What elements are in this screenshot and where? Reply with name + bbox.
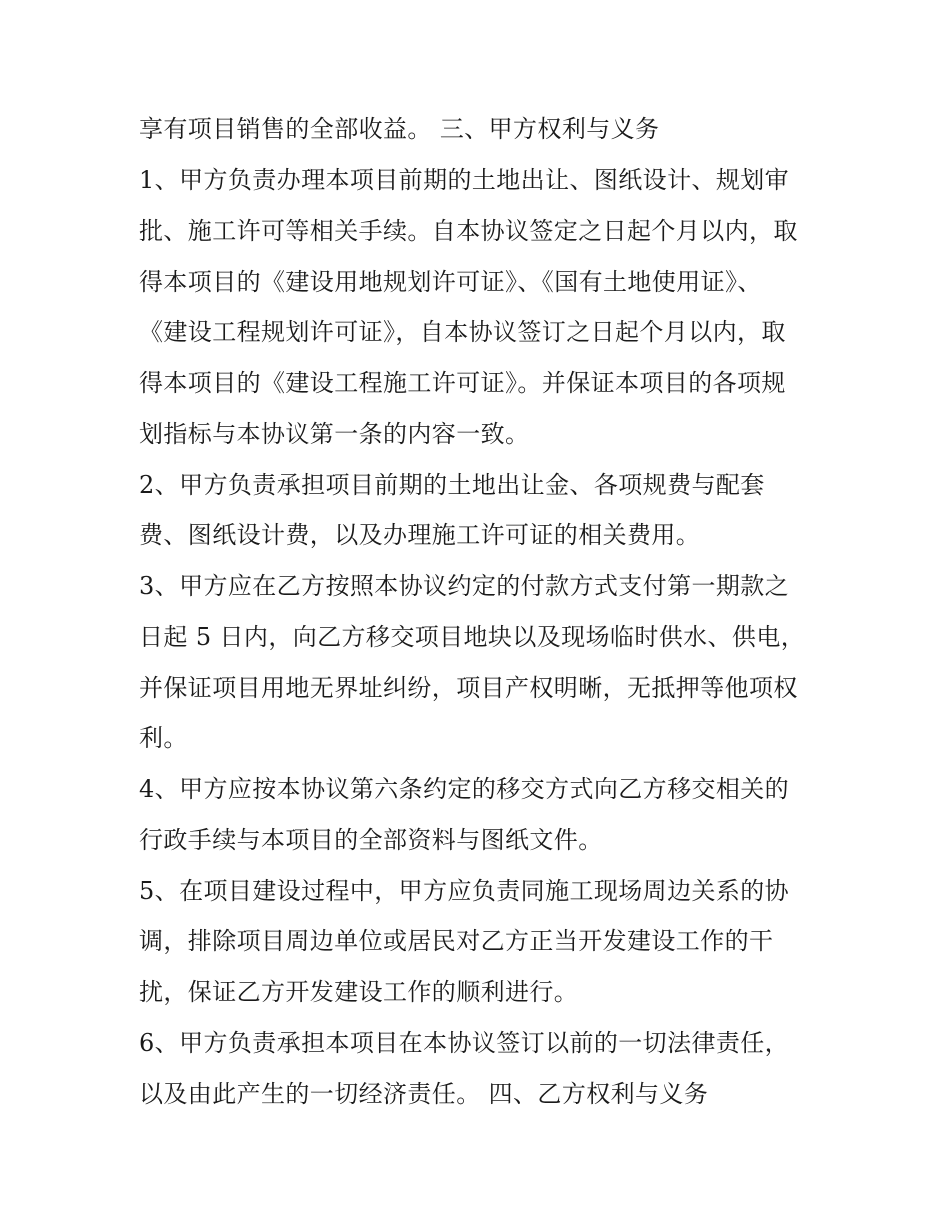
text-line: 行政手续与本项目的全部资料与图纸文件。 bbox=[139, 826, 603, 854]
text-line: 并保证项目用地无界址纠纷，项目产权明晰，无抵押等他项权 bbox=[139, 674, 798, 702]
text-line: 《建设工程规划许可证》，自本协议签订之日起个月以内，取 bbox=[139, 318, 786, 346]
text-line: 享有项目销售的全部收益。 三、甲方权利与义务 bbox=[139, 115, 660, 143]
text-line: 调，排除项目周边单位或居民对乙方正当开发建设工作的干 bbox=[139, 927, 774, 955]
text-line: 5、在项目建设过程中，甲方应负责同施工现场周边关系的协 bbox=[139, 877, 790, 905]
text-line: 日起 5 日内，向乙方移交项目地块以及现场临时供水、供电， bbox=[139, 623, 806, 651]
text-line: 1、甲方负责办理本项目前期的土地出让、图纸设计、规划审 bbox=[139, 166, 790, 194]
text-line: 利。 bbox=[139, 724, 188, 752]
text-line: 3、甲方应在乙方按照本协议约定的付款方式支付第一期款之 bbox=[139, 572, 790, 600]
text-line: 扰，保证乙方开发建设工作的顺利进行。 bbox=[139, 978, 579, 1006]
text-line: 以及由此产生的一切经济责任。 四、乙方权利与义务 bbox=[139, 1080, 709, 1108]
text-line: 批、施工许可等相关手续。自本协议签定之日起个月以内，取 bbox=[139, 217, 798, 245]
text-line: 6、甲方负责承担本项目在本协议签订以前的一切法律责任， bbox=[139, 1029, 790, 1057]
text-line: 4、甲方应按本协议第六条约定的移交方式向乙方移交相关的 bbox=[139, 775, 790, 803]
text-line: 得本项目的《建设用地规划许可证》、《国有土地使用证》、 bbox=[139, 268, 762, 296]
text-line: 费、图纸设计费，以及办理施工许可证的相关费用。 bbox=[139, 521, 701, 549]
text-line: 划指标与本协议第一条的内容一致。 bbox=[139, 420, 530, 448]
text-line: 得本项目的《建设工程施工许可证》。并保证本项目的各项规 bbox=[139, 369, 786, 397]
text-line: 2、甲方负责承担项目前期的土地出让金、各项规费与配套 bbox=[139, 471, 765, 499]
